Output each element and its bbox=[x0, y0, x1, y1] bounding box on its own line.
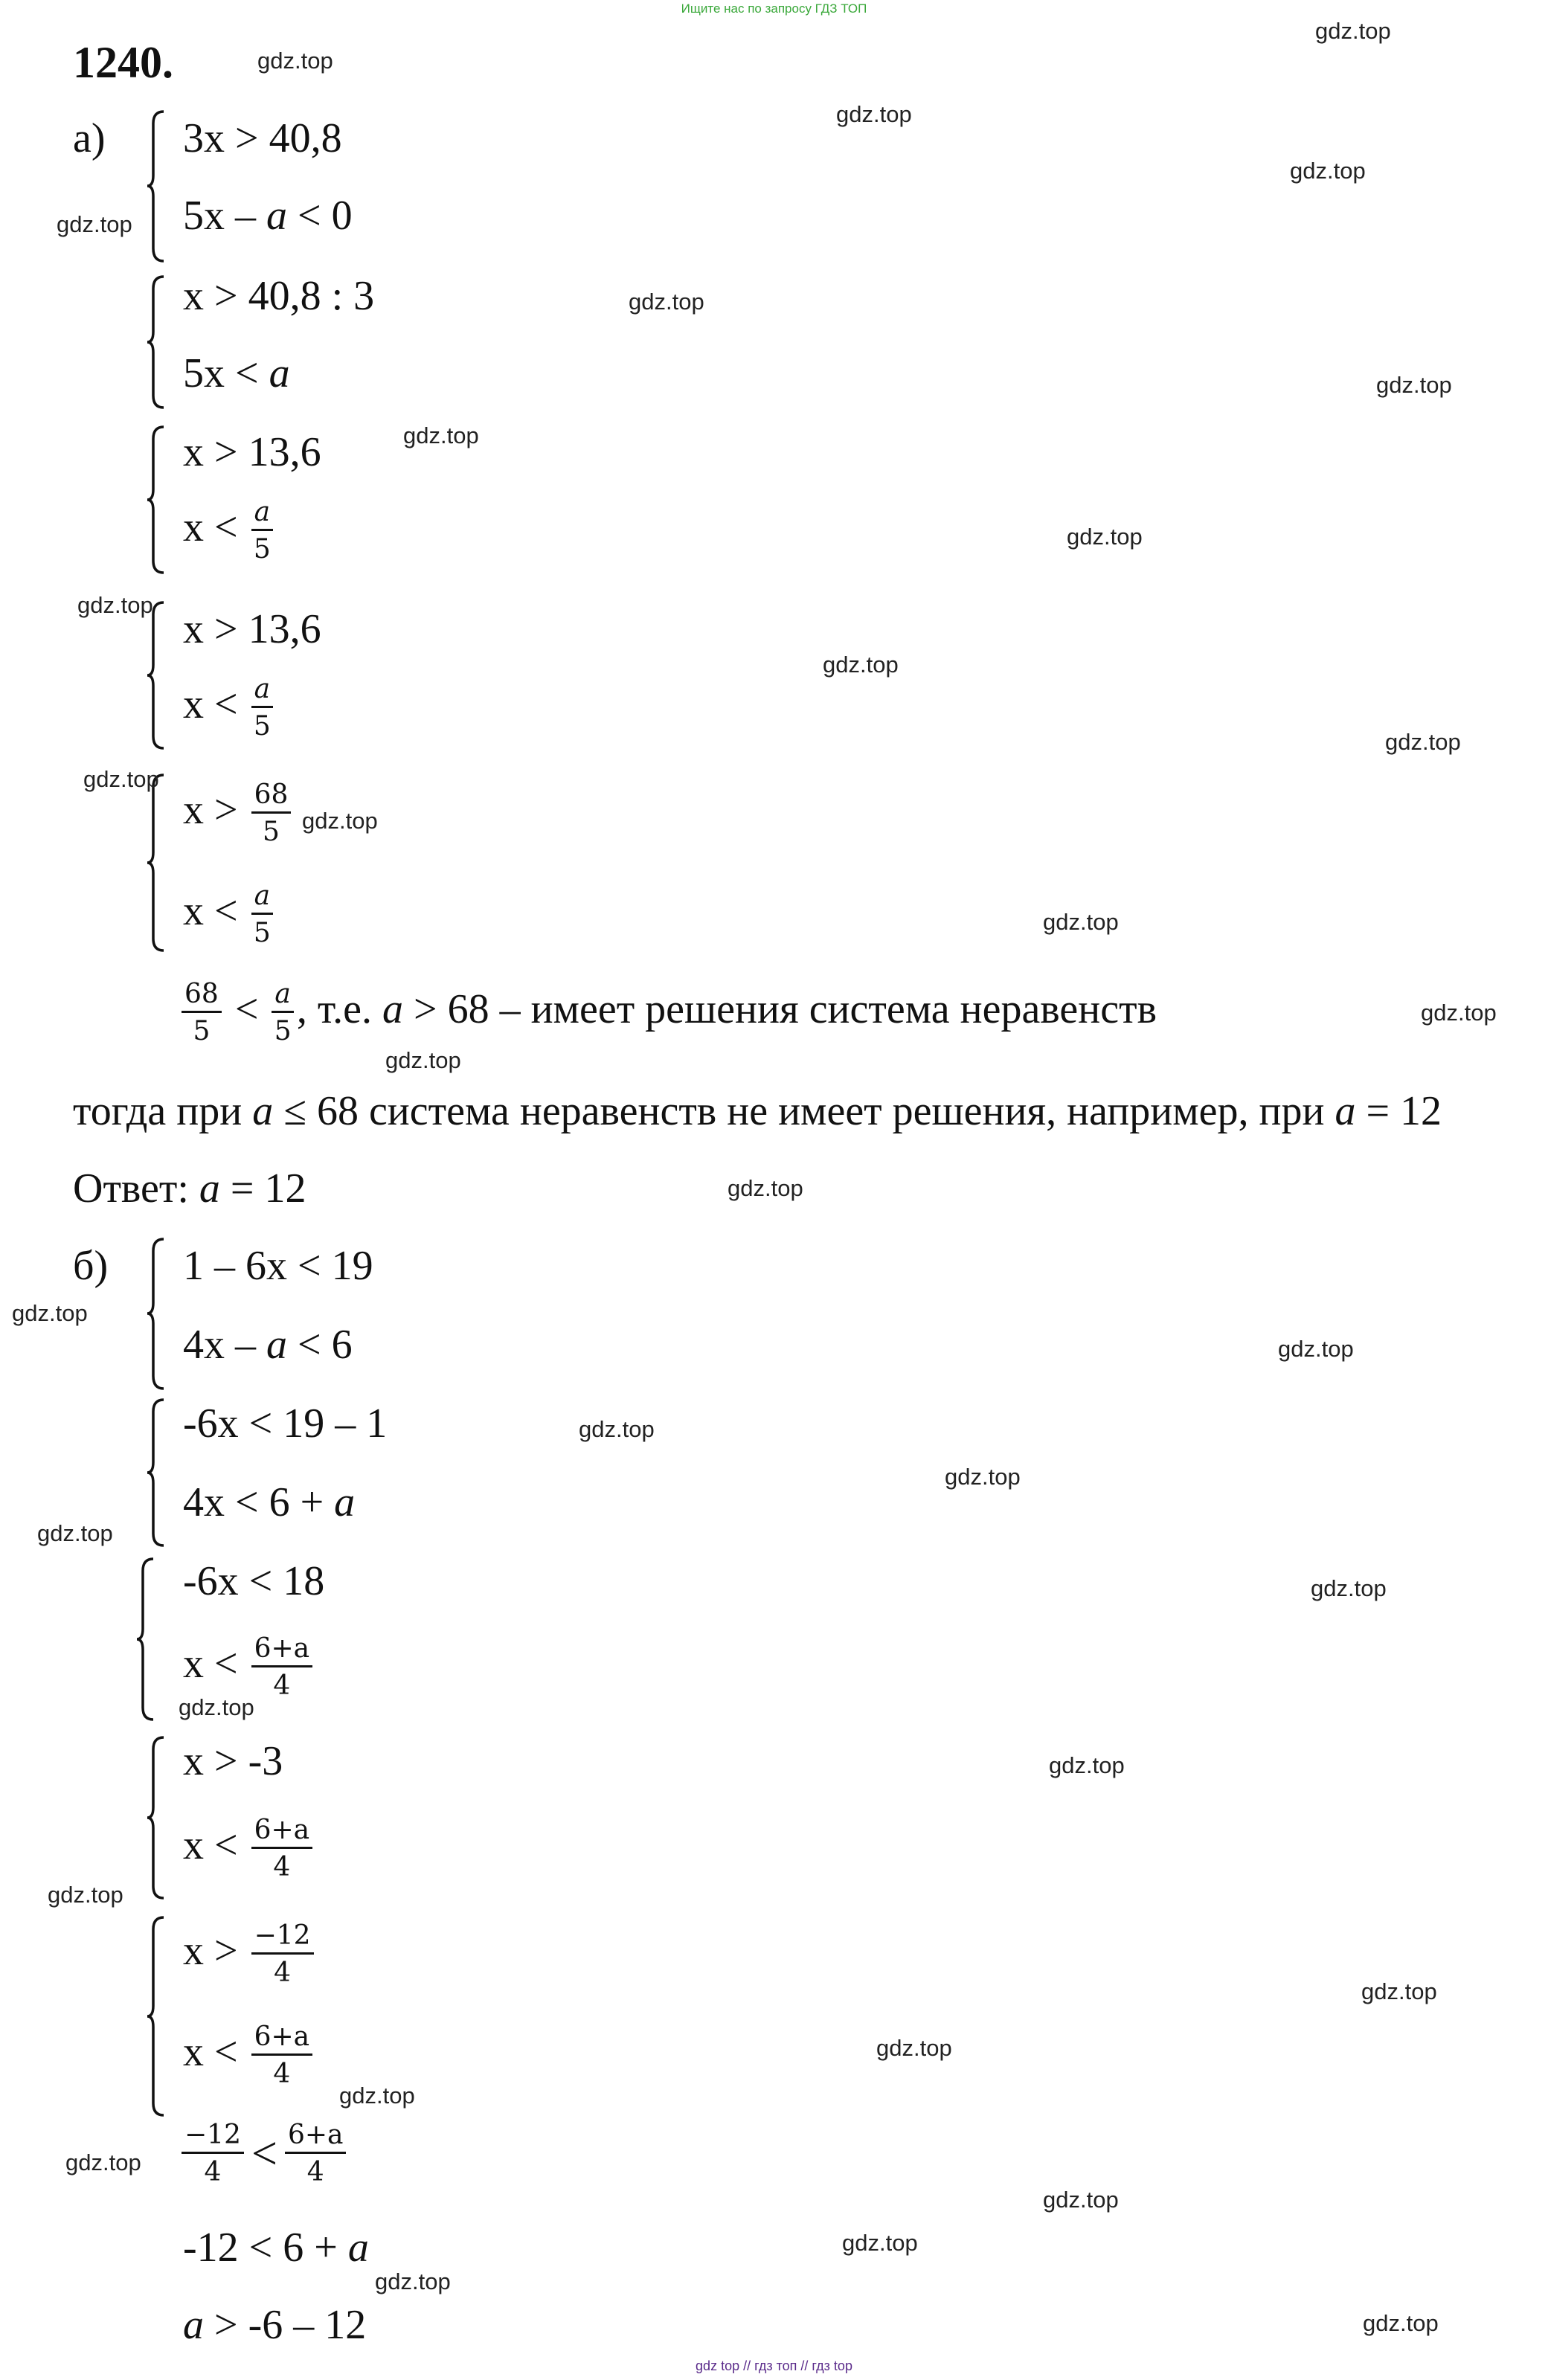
watermark: gdz.top bbox=[876, 2035, 952, 2061]
watermark: gdz.top bbox=[1385, 729, 1461, 755]
watermark: gdz.top bbox=[629, 289, 704, 315]
a-conclusion: $\frac{68}{5}$ < $\frac{a}{5}$ , т.е. a > 68 – имеет решения система неравенств bbox=[179, 979, 1157, 1047]
watermark: gdz.top bbox=[83, 766, 159, 792]
watermark: gdz.top bbox=[1376, 372, 1452, 398]
fraction: $\frac{68}{5}$ bbox=[182, 979, 222, 1047]
a-s1-line2: 5x – a < 0 bbox=[183, 193, 353, 239]
watermark: gdz.top bbox=[57, 211, 132, 237]
watermark: gdz.top bbox=[257, 48, 333, 74]
b-s1-line1: 1 – 6x < 19 bbox=[183, 1243, 373, 1289]
brace bbox=[146, 774, 165, 952]
watermark: gdz.top bbox=[842, 2230, 918, 2256]
brace bbox=[146, 1238, 165, 1390]
part-b-label: б) bbox=[73, 1243, 109, 1289]
problem-number: 1240. bbox=[73, 38, 173, 87]
fraction: $\frac{6+a}{4}$ bbox=[251, 2022, 313, 2090]
watermark: gdz.top bbox=[823, 652, 899, 678]
a-s5-line1: x > $\frac{68}{5}$ bbox=[183, 779, 294, 848]
watermark: gdz.top bbox=[302, 808, 378, 834]
watermark: gdz.top bbox=[65, 2149, 141, 2175]
b-s1-line2: 4x – a < 6 bbox=[183, 1322, 353, 1368]
b-s4-line1: x > -3 bbox=[183, 1738, 283, 1784]
brace bbox=[146, 110, 165, 263]
watermark: gdz.top bbox=[385, 1047, 461, 1073]
fraction: $\frac{6+a}{4}$ bbox=[251, 1633, 313, 1702]
brace bbox=[146, 1398, 165, 1547]
watermark: gdz.top bbox=[1361, 1978, 1437, 2004]
brace bbox=[146, 275, 165, 409]
watermark: gdz.top bbox=[1278, 1336, 1354, 1362]
watermark: gdz.top bbox=[1049, 1752, 1125, 1778]
bottom-banner: gdz top // гдз топ // гдз top bbox=[696, 2358, 852, 2373]
a-then-line: тогда при a ≤ 68 система неравенств не имеет решения, например, при a = 12 bbox=[73, 1088, 1442, 1134]
watermark: gdz.top bbox=[1421, 1000, 1497, 1026]
watermark: gdz.top bbox=[1363, 2310, 1439, 2336]
a-s3-line1: x > 13,6 bbox=[183, 429, 321, 475]
brace bbox=[135, 1557, 155, 1721]
a-s1-line1: 3x > 40,8 bbox=[183, 115, 342, 161]
brace bbox=[146, 425, 165, 574]
watermark: gdz.top bbox=[179, 1694, 254, 1720]
watermark: gdz.top bbox=[12, 1300, 88, 1326]
fraction: $\frac{-12}{4}$ bbox=[251, 1920, 314, 1989]
watermark: gdz.top bbox=[1311, 1575, 1387, 1601]
watermark: gdz.top bbox=[339, 2082, 415, 2109]
watermark: gdz.top bbox=[37, 1520, 113, 1546]
watermark: gdz.top bbox=[1315, 18, 1391, 44]
a-s2-line2: 5x < a bbox=[183, 350, 290, 396]
fraction: $\frac{a}{5}$ bbox=[251, 497, 273, 565]
a-s3-line2: x < $\frac{a}{5}$ bbox=[183, 497, 276, 565]
watermark: gdz.top bbox=[945, 1464, 1021, 1490]
b-s2-line1: -6x < 19 – 1 bbox=[183, 1400, 388, 1447]
watermark: gdz.top bbox=[579, 1416, 655, 1442]
watermark: gdz.top bbox=[403, 422, 479, 448]
b-s4-line2: x < $\frac{6+a}{4}$ bbox=[183, 1815, 315, 1883]
a-s2-line1: x > 40,8 : 3 bbox=[183, 273, 375, 319]
a-s4-line1: x > 13,6 bbox=[183, 606, 321, 652]
b-s3-line2: x < $\frac{6+a}{4}$ bbox=[183, 1633, 315, 1702]
b-inequality: $\frac{-12}{4}$ < $\frac{6+a}{4}$ bbox=[179, 2120, 349, 2188]
watermark: gdz.top bbox=[48, 1882, 123, 1908]
top-banner: Ищите нас по запросу ГДЗ ТОП bbox=[681, 1, 867, 16]
fraction: $\frac{a}{5}$ bbox=[272, 979, 293, 1047]
watermark: gdz.top bbox=[1043, 909, 1119, 935]
fraction: $\frac{6+a}{4}$ bbox=[285, 2120, 347, 2188]
watermark: gdz.top bbox=[836, 101, 912, 127]
watermark: gdz.top bbox=[1043, 2187, 1119, 2213]
brace bbox=[146, 601, 165, 750]
watermark: gdz.top bbox=[728, 1175, 803, 1201]
part-a-label: а) bbox=[73, 115, 106, 161]
a-s4-line2: x < $\frac{a}{5}$ bbox=[183, 674, 276, 742]
fraction: $\frac{a}{5}$ bbox=[251, 881, 273, 949]
b-s5-line2: x < $\frac{6+a}{4}$ bbox=[183, 2022, 315, 2090]
watermark: gdz.top bbox=[1290, 158, 1366, 184]
fraction: $\frac{-12}{4}$ bbox=[182, 2120, 244, 2188]
watermark: gdz.top bbox=[375, 2268, 451, 2294]
b-s5-line1: x > $\frac{-12}{4}$ bbox=[183, 1920, 317, 1989]
b-line2: a > -6 – 12 bbox=[183, 2302, 367, 2348]
watermark: gdz.top bbox=[77, 592, 153, 618]
b-s3-line1: -6x < 18 bbox=[183, 1558, 325, 1604]
fraction: $\frac{6+a}{4}$ bbox=[251, 1815, 313, 1883]
b-s2-line2: 4x < 6 + a bbox=[183, 1479, 356, 1525]
watermark: gdz.top bbox=[1067, 524, 1143, 550]
a-answer: Ответ: a = 12 bbox=[73, 1165, 306, 1212]
fraction: $\frac{a}{5}$ bbox=[251, 674, 273, 742]
a-s5-line2: x < $\frac{a}{5}$ bbox=[183, 881, 276, 949]
b-line1: -12 < 6 + a bbox=[183, 2225, 369, 2271]
brace bbox=[146, 1736, 165, 1900]
fraction: $\frac{68}{5}$ bbox=[251, 779, 292, 848]
brace bbox=[146, 1916, 165, 2117]
